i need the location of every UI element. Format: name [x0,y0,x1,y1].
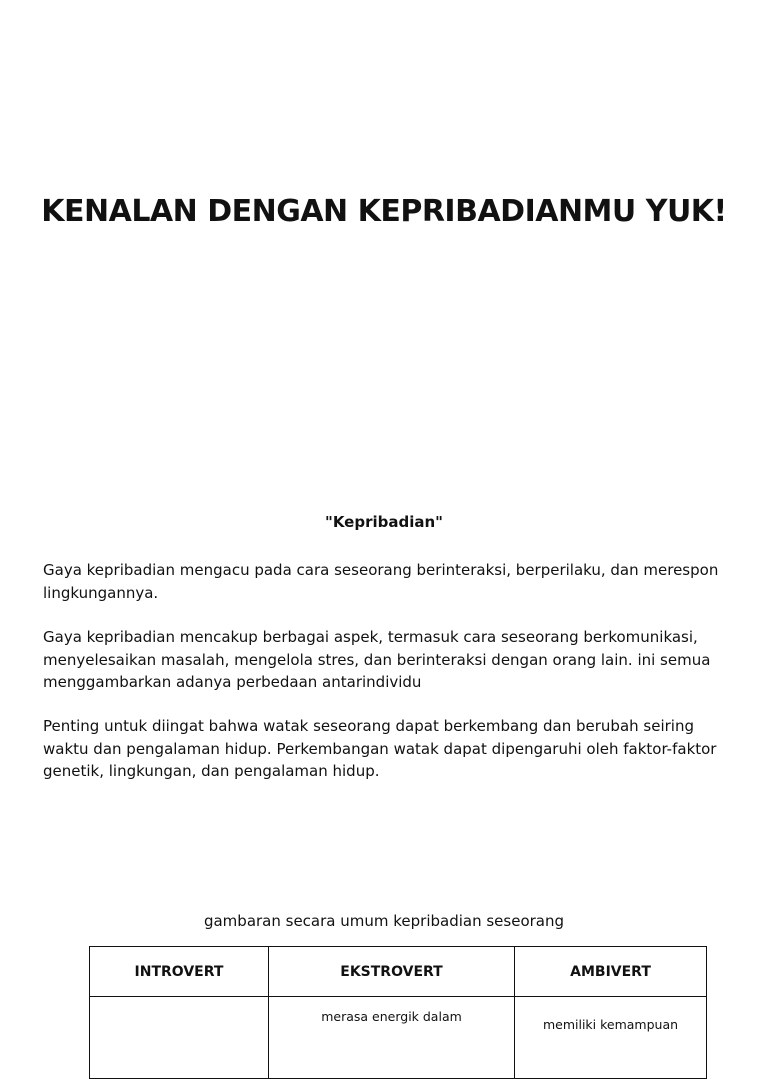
paragraph-definition: Gaya kepribadian mengacu pada cara seseorang berinteraksi, berperilaku, dan merespon lingkungannya. [43,561,719,602]
cell-ambivert: memiliki kemampuan [515,997,707,1079]
cell-introvert [90,997,269,1079]
page-title: KENALAN DENGAN KEPRIBADIANMU YUK! [41,194,727,229]
header-ambivert: AMBIVERT [515,947,707,997]
header-ekstrovert: EKSTROVERT [269,947,515,997]
table-header-row [90,947,707,997]
header-introvert: INTROVERT [90,947,269,997]
paragraph-development: Penting untuk diingat bahwa watak seseorang dapat berkembang dan berubah seiring waktu dan pengalaman hidup. Perkembangan watak dapat dipengaruhi oleh faktor-faktor genetik, lingkungan, dan pengalaman hidup. [43,717,717,780]
paragraph-aspects: Gaya kepribadian mencakup berbagai aspek, termasuk cara seseorang berkomunikasi, menyelesaikan masalah, mengelola stres, dan berinteraksi dengan orang lain. ini semua menggambarkan adanya perbedaan antarindividu [43,628,711,691]
cell-ekstrovert: merasa energik dalam [269,997,515,1079]
section-heading: "Kepribadian" [325,513,443,531]
personality-table [89,946,707,1079]
table-caption: gambaran secara umum kepribadian seseorang [203,912,565,930]
table-row [90,997,707,1079]
